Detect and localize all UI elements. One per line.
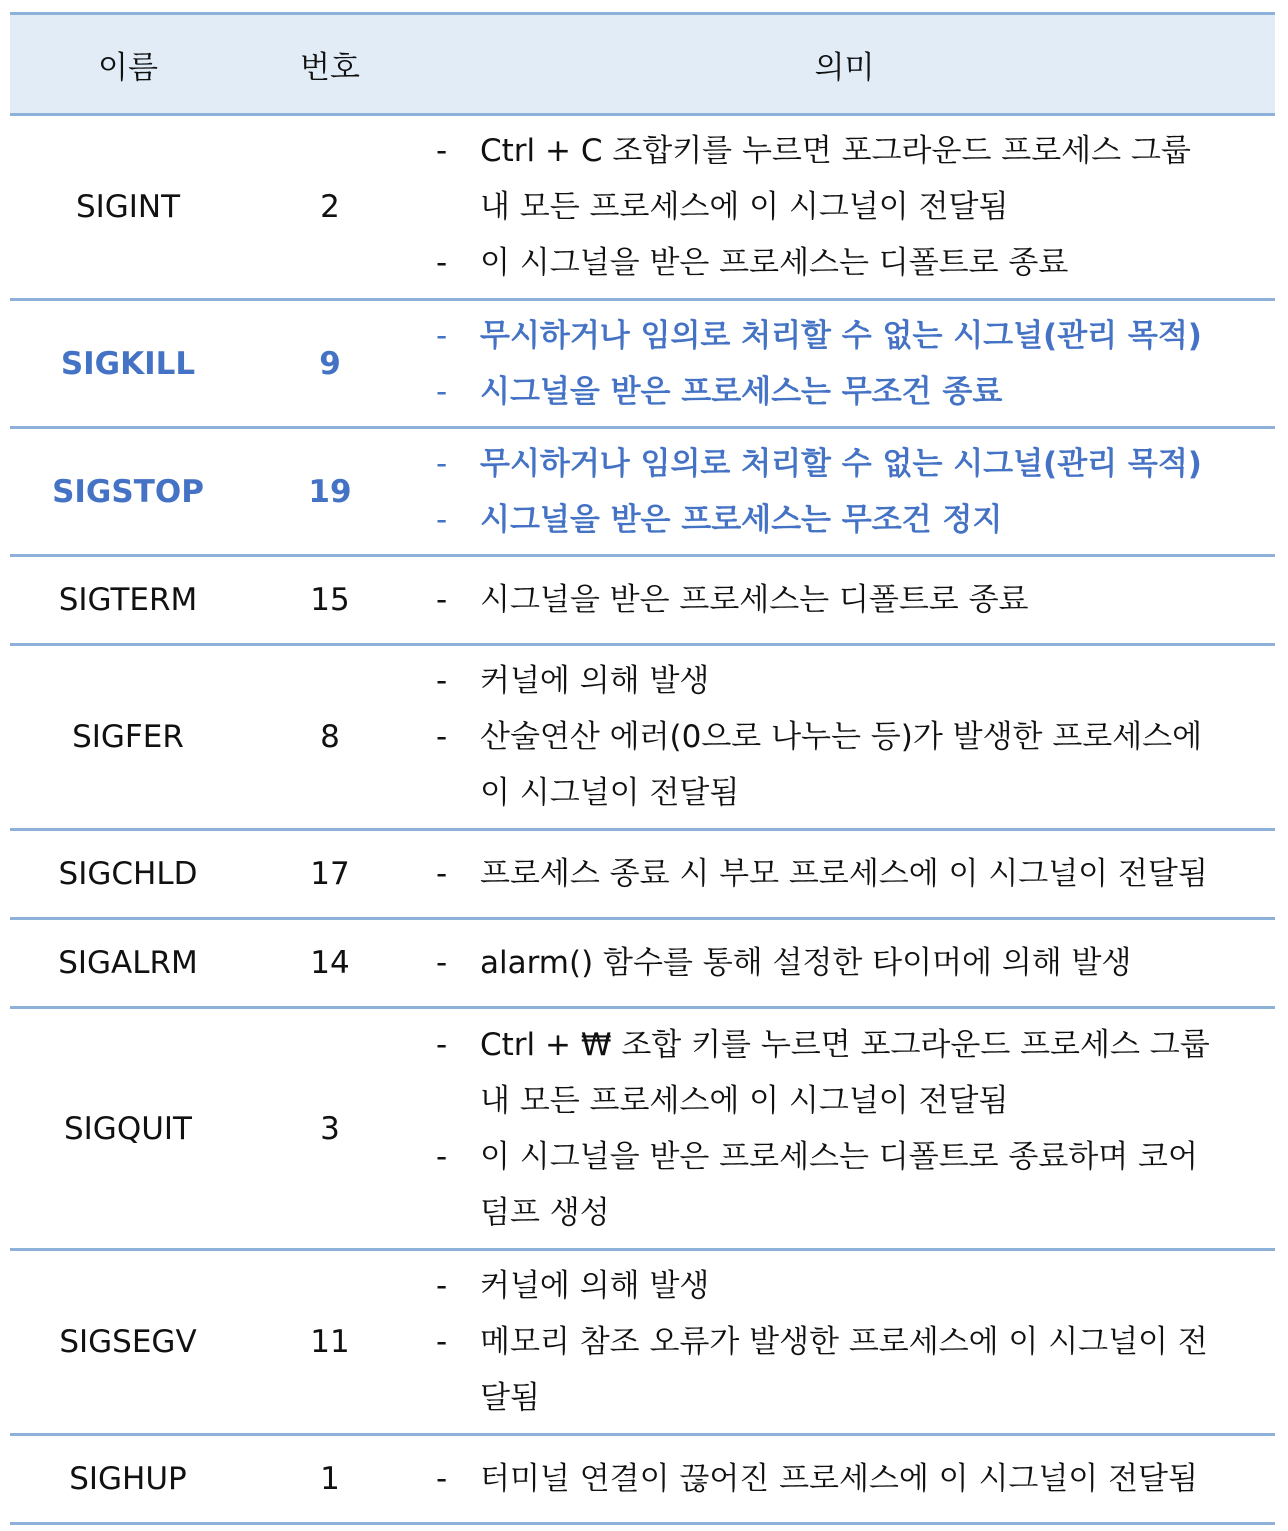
bullet-dash: - xyxy=(436,1268,448,1304)
signal-table xyxy=(10,12,1275,1525)
meaning-item xyxy=(436,1258,1257,1314)
signal-number: 17 xyxy=(310,856,350,892)
table-row xyxy=(10,116,1275,301)
meaning-text: 이 시그널을 받은 프로세스는 디폴트로 종료하며 코어 덤프 생성 xyxy=(480,1138,1198,1231)
signal-number: 15 xyxy=(310,582,350,618)
bullet-dash: - xyxy=(436,1461,448,1497)
signal-name: SIGINT xyxy=(75,189,181,225)
table-row xyxy=(10,1251,1275,1436)
meaning-text: alarm() 함수를 통해 설정한 타이머에 의해 발생 xyxy=(480,945,1132,981)
table-header xyxy=(10,15,1275,116)
header-number: 번호 xyxy=(300,49,360,86)
signal-number: 2 xyxy=(320,189,340,225)
bullet-dash: - xyxy=(436,317,448,354)
bullet-dash: - xyxy=(436,719,448,755)
meaning-item xyxy=(436,709,1257,821)
table-row xyxy=(10,646,1275,831)
signal-meaning xyxy=(414,436,1275,548)
signal-meaning xyxy=(414,846,1275,902)
signal-number: 19 xyxy=(308,473,352,510)
bullet-dash: - xyxy=(436,582,448,618)
meaning-text: Ctrl + C 조합키를 누르면 포그라운드 프로세스 그룹 내 모든 프로세스에 이 시그널이 전달됨 xyxy=(480,133,1191,225)
meaning-text: 터미널 연결이 끊어진 프로세스에 이 시그널이 전달됨 xyxy=(480,1461,1198,1497)
meaning-text: 시그널을 받은 프로세스는 디폴트로 종료 xyxy=(480,582,1029,618)
table-row xyxy=(10,920,1275,1009)
signal-meaning xyxy=(414,1451,1275,1507)
signal-meaning xyxy=(414,653,1275,821)
bullet-dash: - xyxy=(436,1138,448,1175)
signal-number: 3 xyxy=(320,1110,340,1147)
table-row xyxy=(10,557,1275,646)
signal-meaning xyxy=(414,308,1275,420)
bullet-dash: - xyxy=(436,945,448,981)
signal-number: 14 xyxy=(310,945,350,981)
meaning-item xyxy=(436,235,1257,291)
header-meaning: 의미 xyxy=(814,49,875,86)
meaning-item xyxy=(436,1129,1257,1241)
signal-meaning xyxy=(414,1017,1275,1241)
table-row xyxy=(10,1436,1275,1525)
signal-meaning xyxy=(414,935,1275,991)
bullet-dash: - xyxy=(436,245,448,281)
bullet-dash: - xyxy=(436,501,448,538)
meaning-item xyxy=(436,572,1257,628)
meaning-text: 산술연산 에러(0으로 나누는 등)가 발생한 프로세스에 이 시그널이 전달됨 xyxy=(480,719,1203,811)
signal-name: SIGQUIT xyxy=(63,1110,192,1147)
table-row xyxy=(10,429,1275,557)
signal-name: SIGALRM xyxy=(58,945,198,981)
bullet-dash: - xyxy=(436,1324,448,1360)
signal-meaning xyxy=(414,1258,1275,1426)
bullet-dash: - xyxy=(436,445,448,482)
meaning-item xyxy=(436,364,1257,420)
table-row xyxy=(10,1009,1275,1251)
meaning-item xyxy=(436,935,1257,991)
bullet-dash: - xyxy=(436,373,448,410)
signal-name: SIGHUP xyxy=(69,1461,187,1497)
bullet-dash: - xyxy=(436,663,448,699)
meaning-text: 프로세스 종료 시 부모 프로세스에 이 시그널이 전달됨 xyxy=(480,856,1208,892)
signal-number: 8 xyxy=(320,719,340,755)
bullet-dash: - xyxy=(436,1026,448,1063)
signal-name: SIGTERM xyxy=(58,582,198,618)
table-body xyxy=(10,116,1275,1525)
table-row xyxy=(10,831,1275,920)
meaning-item xyxy=(436,1451,1257,1507)
meaning-item xyxy=(436,123,1257,235)
header-name: 이름 xyxy=(98,49,158,86)
meaning-text: 커널에 의해 발생 xyxy=(480,663,710,699)
meaning-item xyxy=(436,1017,1257,1129)
meaning-item xyxy=(436,492,1257,548)
bullet-dash: - xyxy=(436,133,448,169)
meaning-text: 시그널을 받은 프로세스는 무조건 종료 xyxy=(480,373,1003,410)
signal-number: 1 xyxy=(320,1461,340,1497)
meaning-text: 메모리 참조 오류가 발생한 프로세스에 이 시그널이 전 달됨 xyxy=(480,1324,1208,1416)
signal-number: 9 xyxy=(319,345,341,382)
meaning-item xyxy=(436,308,1257,364)
table-row xyxy=(10,301,1275,429)
meaning-item xyxy=(436,846,1257,902)
meaning-item xyxy=(436,436,1257,492)
signal-name: SIGKILL xyxy=(60,345,196,382)
signal-name: SIGFER xyxy=(72,719,184,755)
meaning-text: 이 시그널을 받은 프로세스는 디폴트로 종료 xyxy=(480,245,1069,281)
signal-meaning xyxy=(414,123,1275,291)
signal-name: SIGSEGV xyxy=(59,1324,197,1360)
signal-name: SIGCHLD xyxy=(58,856,198,892)
meaning-text: 무시하거나 임의로 처리할 수 없는 시그널(관리 목적) xyxy=(480,317,1202,354)
meaning-item xyxy=(436,1314,1257,1426)
bullet-dash: - xyxy=(436,856,448,892)
meaning-item xyxy=(436,653,1257,709)
signal-name: SIGSTOP xyxy=(52,473,204,510)
meaning-text: 커널에 의해 발생 xyxy=(480,1268,710,1304)
signal-number: 11 xyxy=(310,1324,350,1360)
meaning-text: 무시하거나 임의로 처리할 수 없는 시그널(관리 목적) xyxy=(480,445,1202,482)
meaning-text: 시그널을 받은 프로세스는 무조건 정지 xyxy=(480,501,1003,538)
meaning-text: Ctrl + ₩ 조합 키를 누르면 포그라운드 프로세스 그룹 내 모든 프로세스에 이 시그널이 전달됨 xyxy=(480,1026,1210,1119)
signal-meaning xyxy=(414,572,1275,628)
